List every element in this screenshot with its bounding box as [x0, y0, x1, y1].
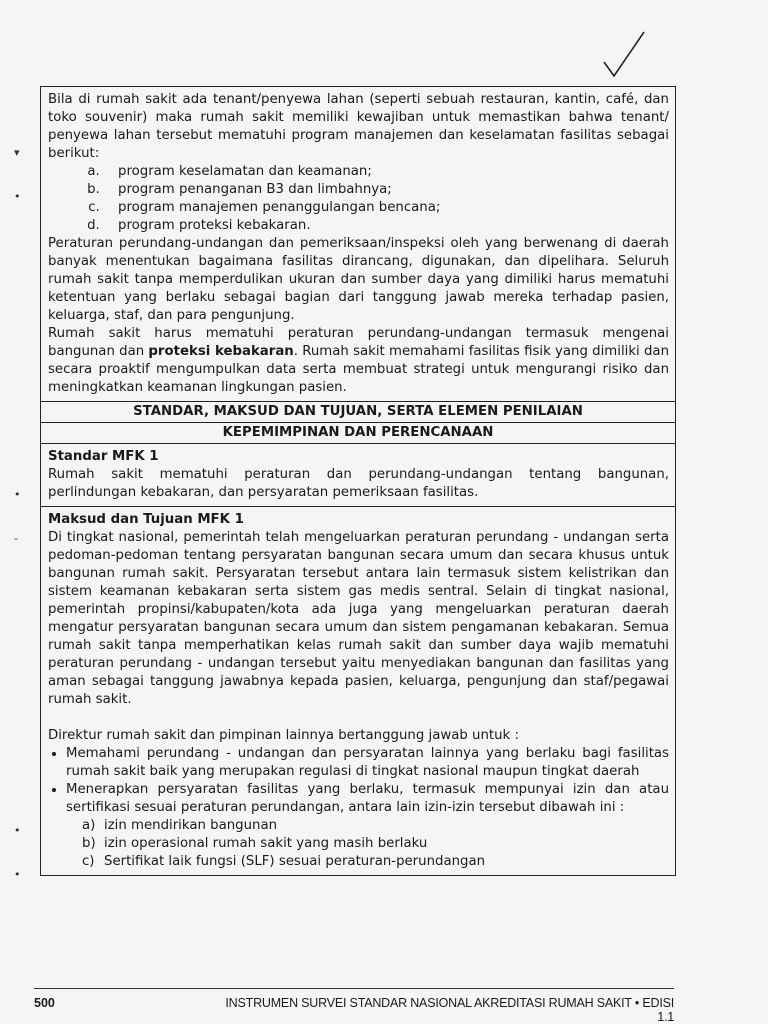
list-item: b) izin operasional rumah sakit yang masih berlaku [82, 836, 428, 851]
margin-mark: ▾ [14, 146, 20, 159]
list-item: c. program manajemen penanggulangan bencana; [104, 199, 669, 217]
intro-paragraph-3: Rumah sakit harus mematuhi peraturan perundang-undangan termasuk mengenai bangunan dan proteksi kebakaran. Rumah sakit memahami fasilitas fisik yang dimiliki dan secara proaktif mengumpulkan data serta membuat strategi untuk mengurangi risiko dan meningkatkan keamanan lingkungan pasien. [48, 326, 669, 395]
maksud-title: Maksud dan Tujuan MFK 1 [48, 512, 244, 527]
margin-mark: - [14, 532, 18, 545]
margin-mark: • [14, 868, 21, 881]
tenant-program-list [48, 163, 669, 235]
margin-mark: • [14, 824, 21, 837]
section-heading-standar: STANDAR, MAKSUD DAN TUJUAN, SERTA ELEMEN PENILAIAN [41, 402, 675, 423]
list-item: • Memahami perundang - undangan dan persyaratan lainnya yang berlaku bagi fasilitas rumah sakit baik yang merupakan regulasi di tingkat nasional maupun tingkat daerah [66, 745, 669, 781]
maksud-section [41, 507, 675, 875]
margin-mark: • [14, 488, 21, 501]
standar-section [41, 444, 675, 507]
page-number: 500 [34, 996, 55, 1010]
intro-paragraph-1: Bila di rumah sakit ada tenant/penyewa lahan (seperti sebuah restauran, kantin, café, dan toko souvenir) maka rumah sakit memiliki kewajiban untuk memastikan bahwa tenant/ penyewa lahan tersebut mematuhi program manajemen dan keselamatan fasilitas sebagai berikut: [48, 92, 669, 161]
list-item: d. program proteksi kebakaran. [104, 217, 669, 235]
responsibility-list [48, 745, 669, 817]
checkmark-icon [600, 24, 648, 84]
maksud-paragraph-1: Di tingkat nasional, pemerintah telah mengeluarkan peraturan perundang - undangan serta pedoman-pedoman tentang persyaratan bangunan secara umum dan secara khusus untuk bangunan rumah sakit. Persyaratan tersebut antara lain termasuk sistem kelistrikan dan sistem keamanan kebakaran serta sistem gas medis sentral. Selain di tingkat nasional, pemerintah propinsi/kabupaten/kota ada juga yang mengeluarkan peraturan daerah mengatur persyaratan bangunan secara umum dan sistem pengamanan kebakaran. Semua rumah sakit tanpa memperhatikan kelas rumah sakit dan sumber daya wajib mematuhi peraturan perundang - undangan tersebut yaitu menyediakan bangunan dan fasilitas yang aman sebagai tanggung jawabnya kepada pasien, keluarga, pengunjung dan staf/pegawai rumah sakit. [48, 530, 669, 707]
intro-section [41, 87, 675, 402]
list-item: a. program keselamatan dan keamanan; [104, 163, 669, 181]
section-heading-kepemimpinan: KEPEMIMPINAN DAN PERENCANAAN [41, 423, 675, 444]
content-frame [40, 86, 676, 876]
intro-paragraph-2: Peraturan perundang-undangan dan pemeriksaan/inspeksi oleh yang berwenang di daerah banyak menentukan bagaimana fasilitas dirancang, digunakan, dan dipelihara. Seluruh rumah sakit tanpa memperdulikan ukuran dan sumber daya yang dimiliki harus mematuhi ketentuan yang berlaku sebagai bagian dari tanggung jawab mereka terhadap pasien, keluarga, staf, dan para pengunjung. [48, 236, 669, 323]
footer-title: INSTRUMEN SURVEI STANDAR NASIONAL AKREDITASI RUMAH SAKIT • EDISI 1.1 [225, 996, 674, 1024]
standar-text: Rumah sakit mematuhi peraturan dan perundang-undangan tentang bangunan, perlindungan kebakaran, dan persyaratan pemeriksaan fasilitas. [48, 467, 669, 500]
footer-rule [34, 988, 674, 989]
maksud-paragraph-2: Direktur rumah sakit dan pimpinan lainnya bertanggung jawab untuk : [48, 728, 519, 743]
list-item: • Menerapkan persyaratan fasilitas yang berlaku, termasuk mempunyai izin dan atau sertifikasi sesuai peraturan perundangan, antara lain izin-izin tersebut dibawah ini : [66, 781, 669, 817]
list-item: b. program penanganan B3 dan limbahnya; [104, 181, 669, 199]
list-item: a) izin mendirikan bangunan [82, 818, 278, 833]
permit-list [48, 817, 669, 871]
list-item: c) Sertifikat laik fungsi (SLF) sesuai peraturan-perundangan [82, 854, 486, 869]
standar-title: Standar MFK 1 [48, 449, 159, 464]
margin-mark: • [14, 190, 21, 203]
